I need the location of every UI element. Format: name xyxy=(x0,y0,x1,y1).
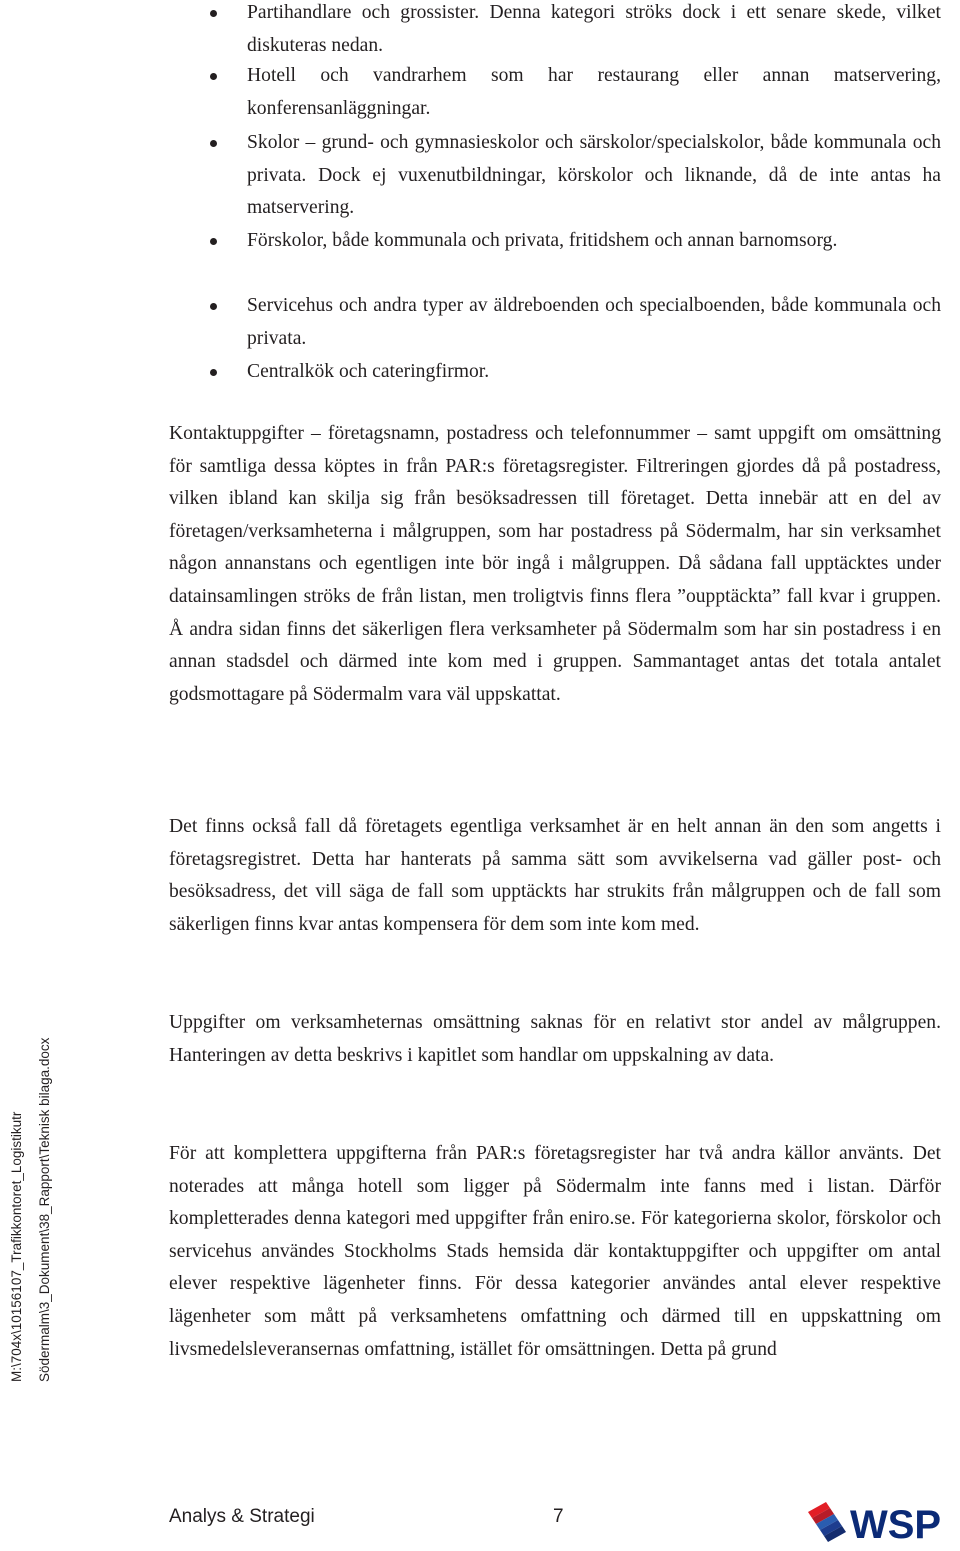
paragraph-business-deviation: Det finns också fall då företagets egentliga verksamhet är en helt annan än den som angetts i företagsregistret. Detta har hanterats på samma sätt som avvikelserna vad gäller post- och besöksadress, det vill säga de fall som upptäckts har strukits från målgruppen och de fall som säkerligen finns kvar antas kompensera för dem som inte kom med. xyxy=(169,816,941,935)
page-number: 7 xyxy=(553,1506,564,1527)
bullet-text: Partihandlare och grossister. Denna kategori ströks dock i ett senare skede, vilket diskuteras nedan. xyxy=(247,2,941,56)
bullet-text: Centralkök och cateringfirmor. xyxy=(247,361,490,382)
bullet-dot-icon xyxy=(210,73,217,80)
page-footer xyxy=(0,1500,960,1545)
paragraph-contact-info: Kontaktuppgifter – företagsnamn, postadress och telefonnummer – samt uppgift om omsättning för samtliga dessa köptes in från PAR:s företagsregister. Filtreringen gjordes då på postadress, vilken ibland kan skilja sig från besöksadressen till företaget. Detta innebär att en del av företagen/verksamheterna i målgruppen, som har postadress på Södermalm, har sin verksamhet någon annanstans och egentligen inte bör ingå i målgruppen. Då sådana fall upptäcktes under datainsamlingen ströks de från listan, men troligtvis finns flera ”oupptäckta” fall kvar i gruppen. Å andra sidan finns det säkerligen flera verksamheter på Södermalm som har sin postadress i en annan stadsdel och därmed inte kom med i gruppen. Sammantaget antas det totala antalet godsmottagare på Södermalm vara väl uppskattat. xyxy=(169,423,941,705)
bullet-dot-icon xyxy=(210,369,217,376)
list-item xyxy=(247,60,941,125)
list-item xyxy=(247,356,941,389)
wsp-logo xyxy=(806,1500,958,1546)
bullet-text: Servicehus och andra typer av äldreboenden och specialboenden, både kommunala och privata. xyxy=(247,295,941,349)
file-path-margin xyxy=(3,1038,59,1382)
list-item xyxy=(247,127,941,225)
bullet-dot-icon xyxy=(210,10,217,17)
bullet-text: Förskolor, både kommunala och privata, fritidshem och annan barnomsorg. xyxy=(247,230,838,251)
bullet-dot-icon xyxy=(210,140,217,147)
bullet-dot-icon xyxy=(210,303,217,310)
list-item xyxy=(247,0,941,62)
list-item xyxy=(247,290,941,355)
bullet-dot-icon xyxy=(210,238,217,245)
file-path-line: M:\704x\10156107_Trafikkontoret_Logistikutr xyxy=(9,1111,24,1382)
bullet-text: Hotell och vandrarhem som har restaurang eller annan matservering, konferensanläggningar. xyxy=(247,65,941,119)
wsp-logo-text: WSP xyxy=(850,1503,942,1546)
footer-company-name: Analys & Strategi xyxy=(169,1506,315,1527)
file-path-line: Södermalm\3_Dokument\38_Rapport\Teknisk bilaga.docx xyxy=(37,1037,52,1382)
paragraph-supplementary-sources: För att komplettera uppgifterna från PAR:s företagsregister har två andra källor använts. Det noterades att många hotell som ligger på Södermalm inte fanns med i listan. Därför kompletterades denna kategori med uppgifter från eniro.se. För kategorierna skolor, förskolor och servicehus användes Stockholms Stads hemsida där kontaktuppgifter och uppgifter om antal elever respektive lägenheter finns. För dessa kategorier användes antal elever respektive lägenheter som mått på verksamhetens omfattning och därmed till en uppskattning om livsmedelsleveransernas omfattning, istället för omsättningen. Detta på grund xyxy=(169,1143,941,1360)
list-item xyxy=(247,225,941,258)
paragraph-missing-turnover: Uppgifter om verksamheternas omsättning saknas för en relativt stor andel av målgruppen. Hanteringen av detta beskrivs i kapitlet som handlar om uppskalning av data. xyxy=(169,1012,941,1066)
bullet-text: Skolor – grund- och gymnasieskolor och särskolor/specialskolor, både kommunala och privata. Dock ej vuxenutbildningar, körskolor och liknande, då de inte antas ha matservering. xyxy=(247,132,941,218)
